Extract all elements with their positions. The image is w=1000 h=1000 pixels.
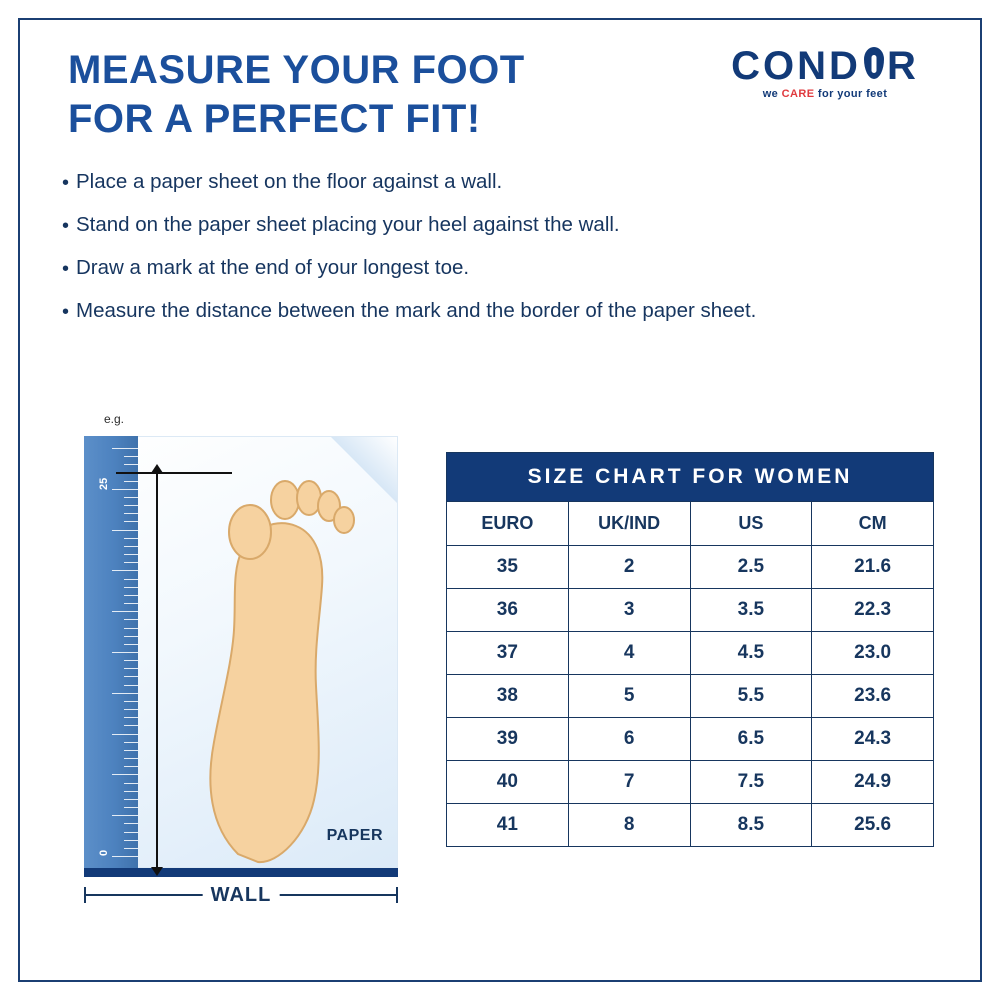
cell-cm: 24.3 — [812, 718, 934, 761]
ruler-tick — [124, 603, 138, 604]
bullet-icon: • — [62, 301, 70, 323]
ruler-tick — [112, 774, 138, 775]
table-row — [447, 804, 934, 847]
size-chart — [446, 452, 934, 847]
cell-euro: 39 — [447, 718, 569, 761]
cell-ukind: 3 — [568, 589, 690, 632]
ruler-tick — [124, 595, 138, 596]
water-drop-icon — [861, 47, 887, 83]
size-chart-table — [446, 452, 934, 847]
ruler-tick — [124, 546, 138, 547]
cell-us: 3.5 — [690, 589, 812, 632]
ruler-tick — [112, 530, 138, 531]
ruler-tick — [112, 611, 138, 612]
table-row — [447, 675, 934, 718]
ruler-tick — [124, 636, 138, 637]
ruler-tick — [124, 701, 138, 702]
cell-cm: 23.0 — [812, 632, 934, 675]
bullet-icon: • — [62, 258, 70, 280]
cell-ukind: 7 — [568, 761, 690, 804]
table-row — [447, 632, 934, 675]
cell-cm: 25.6 — [812, 804, 934, 847]
table-title-row — [447, 453, 934, 502]
ruler-tick — [124, 456, 138, 457]
ruler-tick — [124, 676, 138, 677]
cell-us: 5.5 — [690, 675, 812, 718]
ruler — [84, 436, 138, 868]
column-header-ukind: UK/IND — [568, 502, 690, 546]
foot-illustration — [180, 454, 360, 864]
cell-us: 2.5 — [690, 546, 812, 589]
cell-us: 8.5 — [690, 804, 812, 847]
page-title — [68, 46, 525, 144]
ruler-tick — [124, 791, 138, 792]
ruler-tick — [124, 587, 138, 588]
table-row — [447, 546, 934, 589]
ruler-tick — [124, 513, 138, 514]
bullet-icon: • — [62, 215, 70, 237]
cell-euro: 38 — [447, 675, 569, 718]
ruler-tick — [124, 783, 138, 784]
list-item — [62, 215, 942, 237]
instruction-text: Place a paper sheet on the floor against a wall. — [76, 170, 503, 193]
column-header-euro: EURO — [447, 502, 569, 546]
ruler-tick — [124, 668, 138, 669]
ruler-tick — [124, 709, 138, 710]
ruler-tick — [124, 521, 138, 522]
cell-euro: 41 — [447, 804, 569, 847]
tagline-we: we — [762, 88, 782, 100]
instruction-text: Draw a mark at the end of your longest toe. — [76, 256, 470, 279]
ruler-tick — [112, 448, 138, 449]
cell-cm: 23.6 — [812, 675, 934, 718]
ruler-tick — [124, 840, 138, 841]
cell-us: 6.5 — [690, 718, 812, 761]
brand-tagline — [710, 88, 940, 100]
ruler-tick — [124, 579, 138, 580]
bullet-icon: • — [62, 172, 70, 194]
ruler-tick — [112, 734, 138, 735]
cell-ukind: 2 — [568, 546, 690, 589]
ruler-tick — [112, 693, 138, 694]
cell-euro: 37 — [447, 632, 569, 675]
ruler-tick — [124, 464, 138, 465]
ruler-tick — [112, 570, 138, 571]
ruler-tick — [124, 660, 138, 661]
ruler-tick — [112, 652, 138, 653]
brand-word-prefix: COND — [731, 44, 861, 88]
poster-frame — [18, 18, 982, 982]
column-header-us: US — [690, 502, 812, 546]
list-item — [62, 301, 942, 323]
toe-mark-line — [116, 472, 232, 474]
list-item — [62, 172, 942, 194]
ruler-tick — [124, 725, 138, 726]
column-header-cm: CM — [812, 502, 934, 546]
ruler-top-value: 25 — [98, 477, 110, 490]
ruler-tick — [124, 685, 138, 686]
ruler-tick — [124, 823, 138, 824]
cell-euro: 35 — [447, 546, 569, 589]
ruler-tick — [124, 799, 138, 800]
table-body — [447, 546, 934, 847]
measurement-illustration — [68, 412, 413, 912]
ruler-tick — [124, 807, 138, 808]
cell-euro: 36 — [447, 589, 569, 632]
table-row — [447, 589, 934, 632]
ruler-tick — [124, 497, 138, 498]
paper-label: PAPER — [326, 827, 383, 844]
cell-ukind: 4 — [568, 632, 690, 675]
ruler-bottom-value: 0 — [98, 849, 110, 856]
ruler-tick — [124, 562, 138, 563]
length-arrow — [156, 472, 158, 868]
list-item — [62, 258, 942, 280]
ruler-tick — [124, 505, 138, 506]
brand-logo — [710, 46, 940, 100]
headline-line-1: MEASURE YOUR FOOT — [68, 48, 525, 92]
ruler-tick — [124, 750, 138, 751]
cell-cm: 24.9 — [812, 761, 934, 804]
ruler-tick — [124, 758, 138, 759]
instructions-list — [62, 172, 942, 344]
table-row — [447, 718, 934, 761]
ruler-base-bar — [84, 868, 398, 877]
example-label: e.g. — [104, 412, 125, 426]
ruler-tick — [124, 628, 138, 629]
brand-word-suffix: R — [886, 44, 919, 88]
ruler-tick — [124, 481, 138, 482]
ruler-tick — [112, 815, 138, 816]
cell-ukind: 8 — [568, 804, 690, 847]
brand-wordmark — [731, 46, 919, 86]
cell-cm: 22.3 — [812, 589, 934, 632]
cell-ukind: 5 — [568, 675, 690, 718]
ruler-tick — [124, 554, 138, 555]
ruler-tick — [124, 717, 138, 718]
ruler-tick — [112, 856, 138, 857]
ruler-tick — [124, 742, 138, 743]
cell-euro: 40 — [447, 761, 569, 804]
wall-indicator — [84, 886, 398, 920]
table-row — [447, 761, 934, 804]
headline-line-2: FOR A PERFECT FIT! — [68, 96, 481, 141]
instruction-text: Measure the distance between the mark and the border of the paper sheet. — [76, 299, 757, 322]
ruler-tick — [112, 489, 138, 490]
ruler-tick — [124, 538, 138, 539]
wall-label: WALL — [203, 884, 280, 907]
ruler-tick — [124, 766, 138, 767]
table-title: SIZE CHART FOR WOMEN — [447, 453, 934, 502]
ruler-tick — [124, 644, 138, 645]
cell-us: 7.5 — [690, 761, 812, 804]
tagline-care: CARE — [781, 88, 815, 100]
ruler-tick — [124, 832, 138, 833]
instruction-text: Stand on the paper sheet placing your heel against the wall. — [76, 213, 620, 236]
ruler-tick — [124, 619, 138, 620]
cell-cm: 21.6 — [812, 546, 934, 589]
ruler-tick — [124, 848, 138, 849]
tagline-rest: for your feet — [814, 88, 888, 100]
cell-us: 4.5 — [690, 632, 812, 675]
table-header-row — [447, 502, 934, 546]
cell-ukind: 6 — [568, 718, 690, 761]
